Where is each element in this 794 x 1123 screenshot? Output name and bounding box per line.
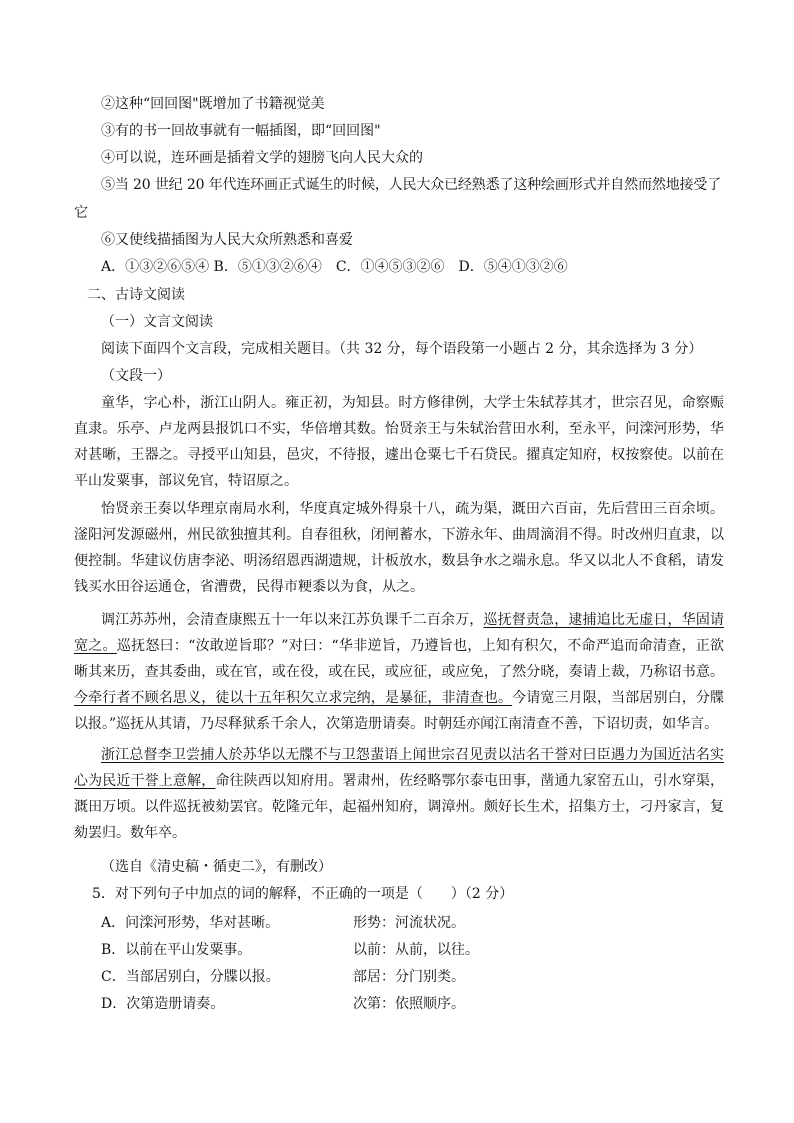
instruction: 阅读下面四个文言段，完成相关题目。（共 32 分，每个语段第一小题占 2 分，其余选择为 3 分） [101,341,703,357]
underlined-passage-unpunctuated: 浙江总督李卫尝捕人於苏华以无牒不与卫怨蜚语上闻世宗召见责以沽名干誉对曰臣遇力为国近沽名实心为民近干誉上意解， [74,747,724,789]
subsection-title: （一）文言文阅读 [101,314,213,330]
option-a-sentence: A．问滦河形势，华对甚晰。 [101,915,280,931]
passage-source: （选自《清史稿・循吏二》，有删改） [101,859,332,875]
paragraph-2: 怡贤亲王奏以华理京南局水利，华度真定城外得泉十八，疏为渠，溉田六百亩，先后营田三百余顷。滏阳河发源磁州，州民欲独擅其利。自春徂秋，闭闸蓄水，下游永年、曲周滴涓不得。时改州归直隶，以便控制。华建议仿唐李泌、明汤绍恩西湖遗规，计板放水，数县争水之端永息。华又以北人不食稻，请发钱买水田谷运通仓，省漕费，民得市粳黍以为食，从之。 [74,501,724,595]
option-c-sentence: C．当部居别白，分牒以报。 [101,969,280,985]
option-b-gloss: 以前：从前，以往。 [353,942,479,958]
option-d-gloss: 次第：依照顺序。 [353,996,465,1012]
passage-label: （文段一） [101,368,171,384]
item-5-line2: 它 [74,205,88,221]
section-title: 二、古诗文阅读 [87,287,185,303]
paragraph-1: 童华，字心朴，浙江山阴人。雍正初，为知县。时方修律例，大学士朱轼荐其才，世宗召见，命察赈直隶。乐亭、卢龙两县报饥口不实，华倍增其数。怡贤亲王与朱轼治营田水利，至永平，问滦河形势，华对甚晰，王器之。寻授平山知县，邑灾，不待报，遽出仓粟七千石贷民。擢真定知府，权按察使。以前在平山发粟事，部议免官，特诏原之。 [74,395,724,489]
option-c-gloss: 部居：分门别类。 [353,969,465,985]
option-d-sentence: D．次第造册请奏。 [101,996,225,1012]
option-a-gloss: 形势：河流状况。 [353,915,465,931]
item-5-line1: ⑤当 20 世纪 20 年代连环画正式诞生的时候，人民大众已经熟悉了这种绘画形式并自然而然地接受了 [101,177,722,193]
answer-choices: A．①③②⑥⑤④ B．⑤①③②⑥④ C．①④⑤③②⑥ D．⑤④①③②⑥ [101,259,568,275]
paragraph-3-text-a: 调江苏苏州，会清查康熙五十一年以来江苏负课千二百余万， [101,612,484,628]
paragraph-3-text-c: 今请宽三月限，当部居别白，分牒以报。”巡抚从其请，乃尽释狱系千余人，次第造册请奏。时朝廷亦闻江南清查不善，下诏切责，如华言。 [74,690,725,732]
item-4: ④可以说，连环画是插着文学的翅膀飞向人民大众的 [101,150,423,166]
paragraph-3-text-b: 巡抚怒曰：“汝敢逆旨耶？”对曰：“华非逆旨，乃遵旨也，上知有积欠，不命严追而命清查，正欲晰其来历，查其委曲，或在官，或在役，或在民，或应征，或应免，了然分晓，奏请上裁，乃称诏书意。 [74,638,724,680]
item-3: ③有的书一回故事就有一幅插图，即“回回图" [101,123,381,139]
option-b-sentence: B．以前在平山发粟事。 [101,942,252,958]
underlined-sentence-1: 巡抚督责急，逮捕追比无虚日，华固请宽之。 [74,612,725,654]
underlined-sentence-2: 今牵行者不顾名思义，徒以十五年积欠立求完纳，是暴征，非清查也。 [74,690,513,706]
question-5-stem: 5．对下列句子中加点的词的解释，不正确的一项是（ ）（2 分） [92,886,514,902]
item-6: ⑥又使线描插图为人民大众所熟悉和喜爱 [101,232,353,248]
paragraph-4 [74,742,724,846]
paragraph-4-text: 命往陕西以知府用。署肃州，佐经略鄂尔泰屯田事，凿通九家窑五山，引水穿渠，溉田万顷。以件巡抚被劾罢官。乾隆元年，起福州知府，调漳州。颇好长生术，招集方士，刁丹家言，复劾罢归。数年卒。 [74,773,725,841]
item-2: ②这种“回回图"既增加了书籍视觉美 [101,96,325,112]
paragraph-3 [74,607,724,737]
